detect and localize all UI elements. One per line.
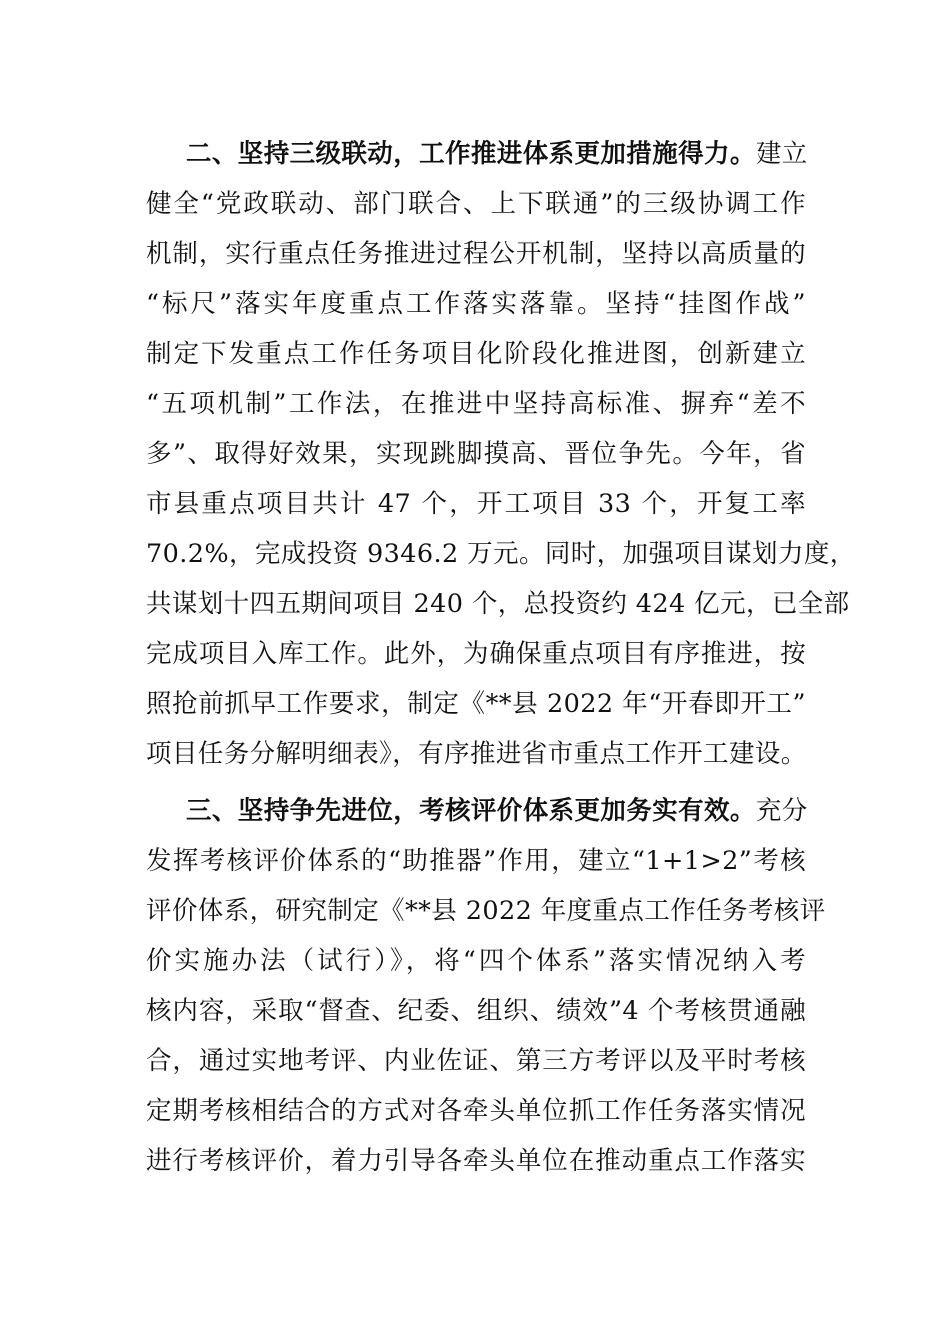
text-line: 照抢前抓早工作要求，制定《**县 2022 年“开春即开工” bbox=[146, 689, 806, 719]
text-line: 评价体系，研究制定《**县 2022 年度重点工作任务考核评 bbox=[146, 896, 826, 926]
text-line: “标尺”落实年度重点工作落实落靠。坚持“挂图作战” bbox=[146, 289, 806, 319]
text-line: 市县重点项目共计 47 个，开工项目 33 个，开复工率 bbox=[146, 489, 806, 519]
text-line bbox=[186, 791, 806, 831]
text-line: 核内容，采取“督查、纪委、组织、绩效”4 个考核贯通融 bbox=[146, 996, 806, 1026]
text-line: 制定下发重点工作任务项目化阶段化推进图，创新建立 bbox=[146, 339, 806, 369]
text-line: 共谋划十四五期间项目 240 个，总投资约 424 亿元，已全部 bbox=[146, 589, 850, 619]
section-heading: 二、坚持三级联动，工作推进体系更加措施得力。 bbox=[186, 139, 756, 169]
text-line: 进行考核评价，着力引导各牵头单位在推动重点工作落实 bbox=[146, 1146, 806, 1176]
text-line: 健全“党政联动、部门联合、上下联通”的三级协调工作 bbox=[146, 189, 806, 219]
text-line: 合，通过实地考评、内业佐证、第三方考评以及平时考核 bbox=[146, 1046, 806, 1076]
text-line: 定期考核相结合的方式对各牵头单位抓工作任务落实情况 bbox=[146, 1096, 806, 1126]
text-line: 机制，实行重点任务推进过程公开机制，坚持以高质量的 bbox=[146, 239, 806, 269]
text-line: 70.2%，完成投资 9346.2 万元。同时，加强项目谋划力度， bbox=[146, 539, 856, 569]
text-line: “五项机制”工作法，在推进中坚持高标准、摒弃“差不 bbox=[146, 389, 806, 419]
text-line: 完成项目入库工作。此外，为确保重点项目有序推进，按 bbox=[146, 639, 806, 669]
section-heading: 三、坚持争先进位，考核评价体系更加务实有效。 bbox=[186, 796, 756, 826]
text-line: 价实施办法（试行）》，将“四个体系”落实情况纳入考 bbox=[146, 946, 806, 976]
line-text: 建立 bbox=[755, 139, 808, 169]
text-line bbox=[186, 134, 806, 174]
text-line: 项目任务分解明细表》，有序推进省市重点工作开工建设。 bbox=[146, 739, 807, 769]
line-text: 充分 bbox=[755, 796, 808, 826]
text-line: 多”、取得好效果，实现跳脚摸高、晋位争先。今年，省 bbox=[146, 439, 806, 469]
text-line: 发挥考核评价体系的“助推器”作用，建立“1+1>2”考核 bbox=[146, 846, 806, 876]
